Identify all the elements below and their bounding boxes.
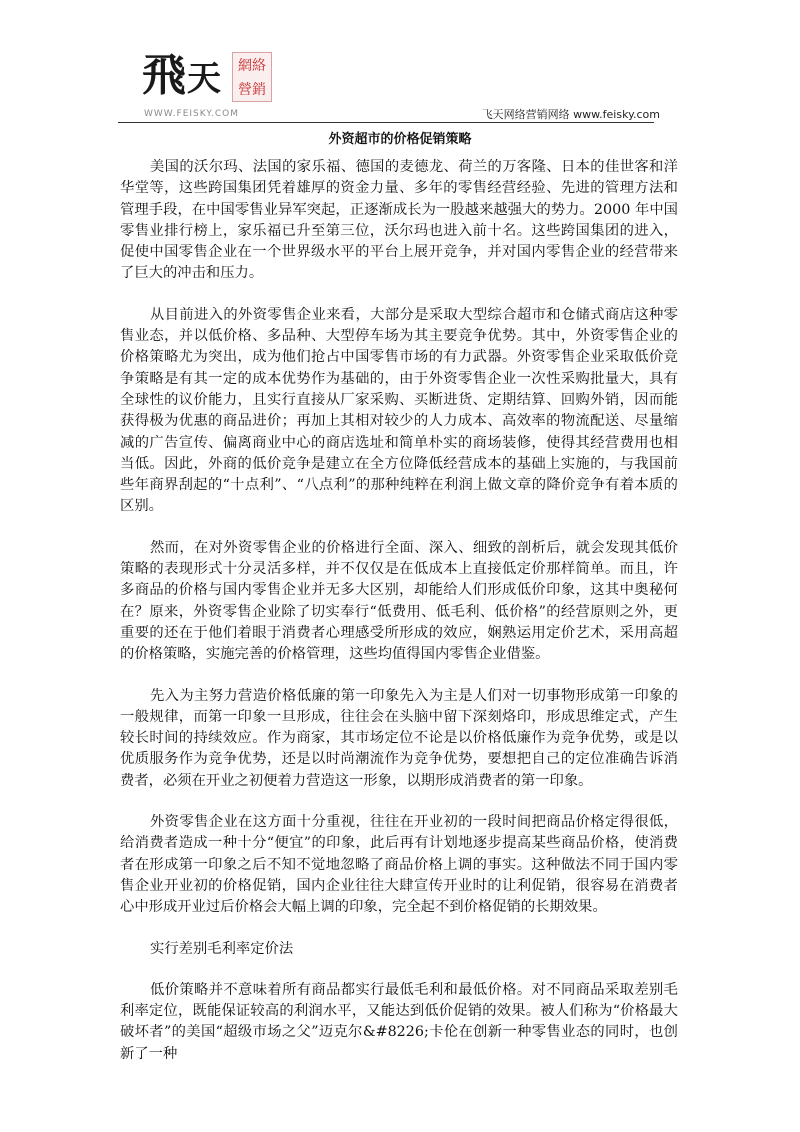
header-divider <box>118 122 654 123</box>
paragraph: 低价策略并不意味着所有商品都实行最低毛利和最低价格。对不同商品采取差别毛利率定位，既能保证较高的利润水平，又能达到低价促销的效果。被人们称为“价格最大破坏者”的美国“超级市场之父”迈克尔&#8226;卡伦在创新一种零售业态的同时，也创新了一种 <box>120 981 678 1062</box>
logo-seal: 網絡營銷 <box>232 52 272 102</box>
paragraph: 然而，在对外资零售企业的价格进行全面、深入、细致的剖析后，就会发现其低价策略的表现形式十分灵活多样，并不仅仅是在低成本上直接低定价那样简单。而且，许多商品的价格与国内零售企业并无多大区别，却能给人们形成低价印象，这其中奥秘何在？原来，外资零售企业除了切实奉行“低费用、低毛利、低价格”的经营原则之外，更重要的还在于他们着眼于消费者心理感受所形成的效应，娴熟运用定价艺术，采用高超的价格策略，实施完善的价格管理，这些均值得国内零售企业借鉴。 <box>120 539 678 663</box>
section-heading: 实行差别毛利率定价法 <box>150 940 294 957</box>
paragraph: 从目前进入的外资零售企业来看，大部分是采取大型综合超市和仓储式商店这种零售业态，并以低价格、多品种、大型停车场为其主要竞争优势。其中，外资零售企业的价格策略尤为突出，成为他们抢占中国零售市场的有力武器。外资零售企业采取低价竞争策略是有其一定的成本优势作为基础的，由于外资零售企业一次性采购批量大，具有全球性的议价能力，且实行直接从厂家采购、买断进货、定期结算、回购外销，因而能获得极为优惠的商品进价；再加上其相对较少的人力成本、高效率的物流配送、尽量缩减的广告宣传、偏离商业中心的商店选址和简单朴实的商场装修，使得其经营费用也相当低。因此，外商的低价竞争是建立在全方位降低经营成本的基础上实施的，与我国前些年商界刮起的“十点利”、“八点利”的那种纯粹在利润上做文章的降价竞争有着本质的区别。 <box>120 306 678 515</box>
logo-wordmark <box>142 46 224 106</box>
logo-char: 天 <box>187 59 222 99</box>
paragraph: 先入为主努力营造价格低廉的第一印象先入为主是人们对一切事物形成第一印象的一般规律，而第一印象一旦形成，往往会在头脑中留下深刻烙印，形成思维定式，产生较长时间的持续效应。作为商家，其市场定位不论是以价格低廉作为竞争优势，或是以优质服务作为竞争优势，还是以时尚潮流作为竞争优势，要想把自己的定位准确告诉消费者，必须在开业之初便着力营造这一形象，以期形成消费者的第一印象。 <box>120 687 678 789</box>
logo-url: WWW.FEISKY.COM <box>144 109 240 119</box>
article-title: 外资超市的价格促销策略 <box>328 132 472 147</box>
paragraph: 外资零售企业在这方面十分重视，往往在开业初的一段时间把商品价格定得很低，给消费者造成一种十分“便宜”的印象，此后再有计划地逐步提高某些商品价格，使消费者在形成第一印象之后不知不觉地忽略了商品价格上调的事实。这种做法不同于国内零售企业开业初的价格促销，国内企业往往大肆宣传开业时的让利促销，很容易在消费者心中形成开业过后价格会大幅上调的印象，完全起不到价格促销的长期效果。 <box>120 814 678 916</box>
feisky-logo <box>142 46 272 126</box>
paragraph: 美国的沃尔玛、法国的家乐福、德国的麦德龙、荷兰的万客隆、日本的佳世客和洋华堂等，这些跨国集团凭着雄厚的资金力量、多年的零售经营经验、先进的管理方法和管理手段，在中国零售业异军突起，正逐渐成长为一股越来越强大的势力。2000 年中国零售业排行榜上，家乐福已升至第三位，沃尔玛也进入前十名。这些跨国集团的进入，促使中国零售企业在一个世界级水平的平台上展开竞争，并对国内零售企业的经营带来了巨大的冲击和压力。 <box>120 159 678 282</box>
logo-char-big: 飛 <box>142 50 187 101</box>
site-name: 飞天网络营销网络 www.feisky.com <box>481 108 660 121</box>
article-body <box>120 157 678 1085</box>
